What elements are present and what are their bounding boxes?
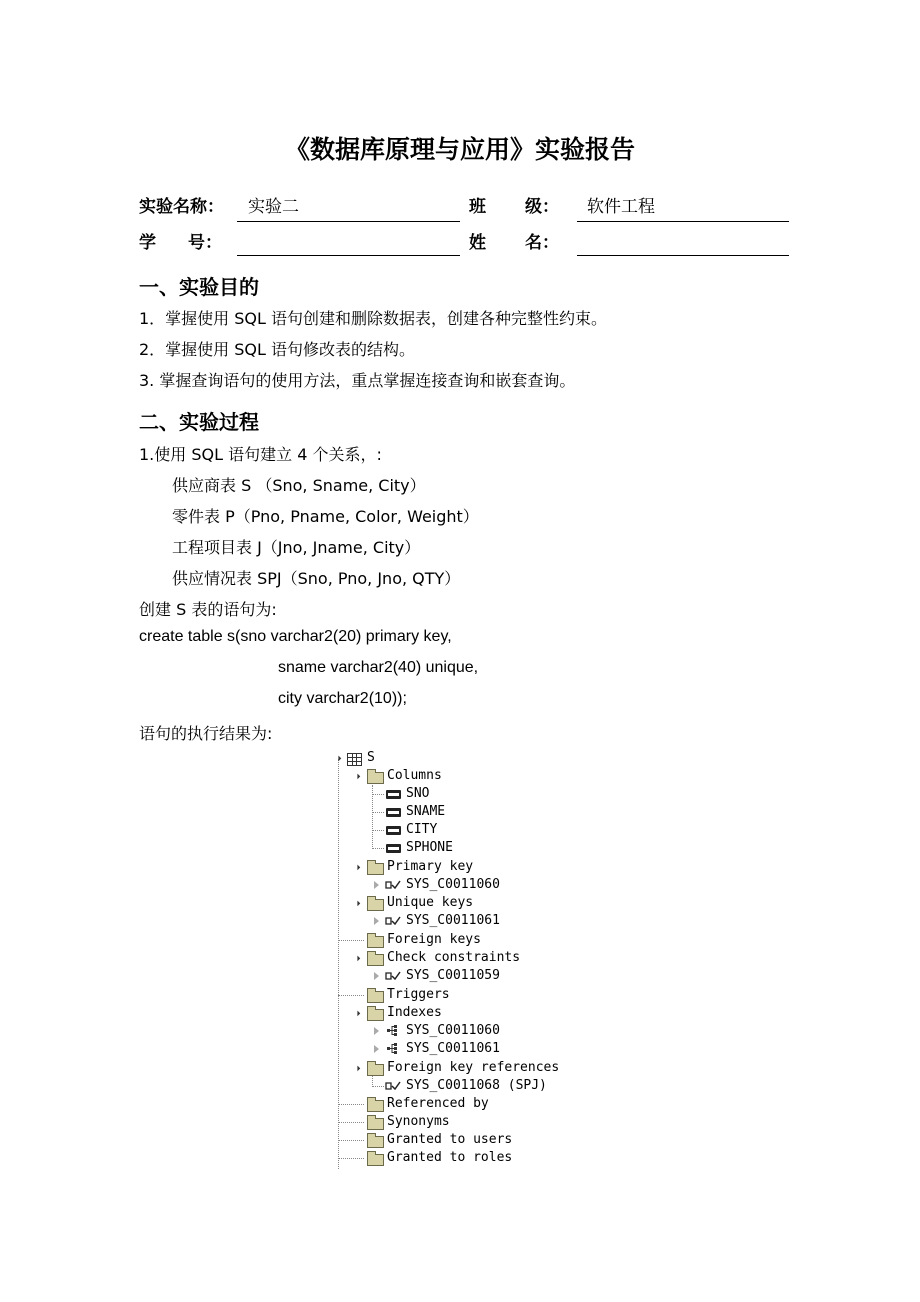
key-check-icon (385, 1081, 401, 1091)
key-check-icon (385, 880, 401, 890)
code-line-1: create table s(sno varchar2(20) primary key, (139, 628, 452, 645)
objective-item-2: 2．掌握使用 SQL 语句修改表的结构。 (139, 340, 416, 359)
relation-s: 供应商表 S （Sno, Sname, City） (172, 476, 426, 495)
folder-icon (367, 863, 384, 875)
objective-item-3: 3. 掌握查询语句的使用方法，重点掌握连接查询和嵌套查询。 (139, 371, 576, 390)
column-icon (386, 808, 401, 817)
name-underline (577, 255, 789, 256)
class-underline (577, 221, 789, 222)
expand-arrow-icon[interactable] (352, 953, 360, 961)
relation-spj: 供应情况表 SPJ（Sno, Pno, Jno, QTY） (172, 569, 461, 588)
expand-arrow-icon[interactable] (352, 1063, 360, 1071)
index-icon (387, 1043, 399, 1055)
exp-name-underline (237, 221, 460, 222)
section1-heading: 一、实验目的 (139, 275, 259, 299)
name-label-b: 名： (525, 233, 559, 253)
folder-icon (367, 1154, 384, 1166)
folder-icon (367, 772, 384, 784)
exp-name-value: 实验二 (248, 197, 299, 217)
folder-icon (367, 1118, 384, 1130)
tree-guide-root (338, 759, 339, 1169)
collapse-arrow-icon[interactable] (374, 917, 379, 925)
code-line-3: city varchar2(10)); (278, 690, 407, 707)
class-value: 软件工程 (587, 197, 655, 217)
expand-arrow-icon[interactable] (333, 753, 341, 761)
expand-arrow-icon[interactable] (352, 862, 360, 870)
folder-icon (367, 899, 384, 911)
collapse-arrow-icon[interactable] (374, 881, 379, 889)
student-no-label-b: 号： (188, 233, 222, 253)
index-icon (387, 1025, 399, 1037)
column-icon (386, 826, 401, 835)
column-icon (386, 790, 401, 799)
folder-icon (367, 991, 384, 1003)
key-check-icon (385, 916, 401, 926)
objective-item-1: 1．掌握使用 SQL 语句创建和删除数据表，创建各种完整性约束。 (139, 309, 608, 328)
folder-icon (367, 1100, 384, 1112)
object-tree: S Columns SNO SNAME CITY SPHONE Primary key SYS_C0011060 Unique keys SYS_C0011061 Foreign keys Check constraints SYS_C0011059 Triggers Indexes SYS_C0011060 SYS_C0011061 Foreign key references SYS_C0011068 (SPJ) Referenced by Synonyms Granted to users Granted to roles (330, 745, 590, 1175)
code-line-2: sname varchar2(40) unique, (278, 659, 479, 676)
process-intro: 1.使用 SQL 语句建立 4 个关系，: (139, 445, 382, 464)
expand-arrow-icon[interactable] (352, 771, 360, 779)
collapse-arrow-icon[interactable] (374, 1045, 379, 1053)
expand-arrow-icon[interactable] (352, 1008, 360, 1016)
collapse-arrow-icon[interactable] (374, 1027, 379, 1035)
key-check-icon (385, 971, 401, 981)
class-label-a: 班 (469, 197, 486, 217)
collapse-arrow-icon[interactable] (374, 972, 379, 980)
name-label-a: 姓 (469, 233, 486, 253)
student-no-label-a: 学 (139, 233, 156, 253)
section2-heading: 二、实验过程 (139, 410, 259, 434)
folder-icon (367, 954, 384, 966)
result-intro: 语句的执行结果为: (139, 724, 273, 743)
folder-icon (367, 1136, 384, 1148)
student-no-underline (237, 255, 460, 256)
folder-icon (367, 936, 384, 948)
expand-arrow-icon[interactable] (352, 898, 360, 906)
exp-name-label: 实验名称： (139, 197, 224, 217)
column-icon (386, 844, 401, 853)
page-title: 《数据库原理与应用》实验报告 (284, 135, 635, 164)
relation-j: 工程项目表 J（Jno, Jname, City） (172, 538, 421, 557)
folder-icon (367, 1064, 384, 1076)
folder-icon (367, 1009, 384, 1021)
table-icon (347, 753, 362, 766)
relation-p: 零件表 P（Pno, Pname, Color, Weight） (172, 507, 479, 526)
create-intro: 创建 S 表的语句为: (139, 600, 277, 619)
class-label-b: 级： (525, 197, 559, 217)
